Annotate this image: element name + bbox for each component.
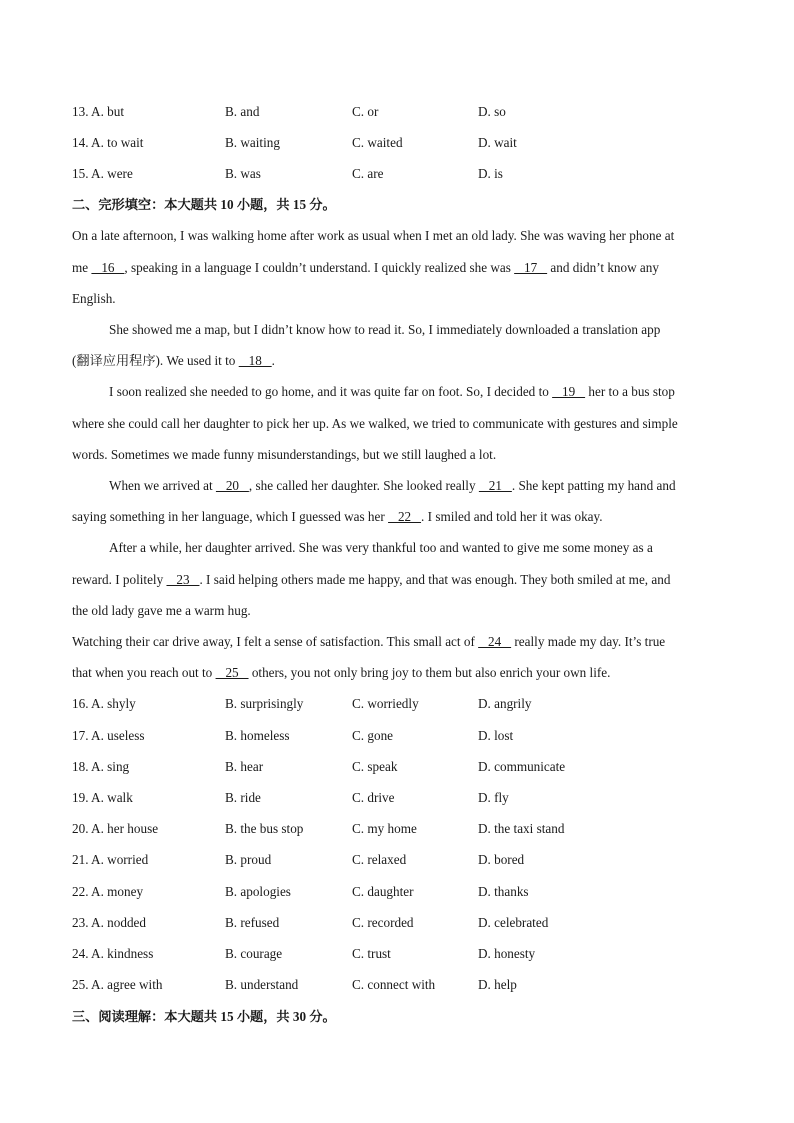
option-a: 16. A. shyly xyxy=(72,696,136,711)
option-a: 25. A. agree with xyxy=(72,977,163,992)
mc-row-17 xyxy=(72,726,752,746)
option-a: 21. A. worried xyxy=(72,852,149,867)
option-a: 14. A. to wait xyxy=(72,135,144,150)
option-c: C. worriedly xyxy=(352,696,419,711)
option-a: 13. A. but xyxy=(72,104,125,119)
mc-row-23 xyxy=(72,913,752,933)
passage-line: (翻译应用程序). We used it to 18 . xyxy=(72,353,275,368)
option-c: C. relaxed xyxy=(352,852,407,867)
option-d: D. lost xyxy=(478,728,514,743)
blank-21: 21 xyxy=(478,478,512,493)
blank-19: 19 xyxy=(552,384,586,399)
option-c: C. are xyxy=(352,166,384,181)
option-b: B. courage xyxy=(225,946,283,961)
passage-line: After a while, her daughter arrived. She was very thankful too and wanted to give me some money as a xyxy=(109,540,653,555)
mc-row-20 xyxy=(72,819,752,839)
passage-line: English. xyxy=(72,291,116,306)
section-3-heading: 三、阅读理解：本大题共 15 小题，共 30 分。 xyxy=(72,1009,336,1024)
option-c: C. daughter xyxy=(352,884,414,899)
blank-16: 16 xyxy=(91,260,125,275)
passage-line: words. Sometimes we made funny misunderstandings, but we still laughed a lot. xyxy=(72,447,497,462)
option-d: D. thanks xyxy=(478,884,529,899)
option-a: 19. A. walk xyxy=(72,790,133,805)
passage-line: where she could call her daughter to pick her up. As we walked, we tried to communicate with gestures and simple xyxy=(72,416,678,431)
mc-row-15 xyxy=(72,164,752,184)
mc-row-21 xyxy=(72,850,752,870)
option-c: C. my home xyxy=(352,821,417,836)
option-a: 23. A. nodded xyxy=(72,915,146,930)
option-d: D. celebrated xyxy=(478,915,549,930)
section-2-heading: 二、完形填空：本大题共 10 小题，共 15 分。 xyxy=(72,197,336,212)
option-a: 22. A. money xyxy=(72,884,144,899)
option-c: C. waited xyxy=(352,135,403,150)
option-d: D. bored xyxy=(478,852,525,867)
option-a: 20. A. her house xyxy=(72,821,159,836)
option-a: 15. A. were xyxy=(72,166,133,181)
option-c: C. drive xyxy=(352,790,395,805)
passage-line: reward. I politely 23 . I said helping others made me happy, and that was enough. They both smiled at me, and xyxy=(72,572,671,587)
blank-23: 23 xyxy=(166,572,200,587)
option-b: B. ride xyxy=(225,790,261,805)
mc-row-18 xyxy=(72,757,752,777)
option-b: B. waiting xyxy=(225,135,280,150)
option-b: B. hear xyxy=(225,759,264,774)
option-c: C. connect with xyxy=(352,977,436,992)
passage-line: saying something in her language, which I guessed was her 22 . I smiled and told her it was okay. xyxy=(72,509,603,524)
option-b: B. was xyxy=(225,166,261,181)
option-d: D. fly xyxy=(478,790,509,805)
option-d: D. angrily xyxy=(478,696,532,711)
option-b: B. understand xyxy=(225,977,299,992)
mc-row-22 xyxy=(72,882,752,902)
option-d: D. the taxi stand xyxy=(478,821,565,836)
option-c: C. speak xyxy=(352,759,398,774)
option-b: B. apologies xyxy=(225,884,291,899)
option-b: B. homeless xyxy=(225,728,290,743)
passage-line: On a late afternoon, I was walking home after work as usual when I met an old lady. She was waving her phone at xyxy=(72,228,675,243)
option-d: D. wait xyxy=(478,135,517,150)
option-b: B. the bus stop xyxy=(225,821,304,836)
blank-20: 20 xyxy=(215,478,249,493)
option-d: D. so xyxy=(478,104,506,119)
mc-row-16 xyxy=(72,694,752,714)
option-d: D. help xyxy=(478,977,517,992)
option-b: B. surprisingly xyxy=(225,696,304,711)
blank-18: 18 xyxy=(238,353,272,368)
passage-line: When we arrived at 20 , she called her daughter. She looked really 21 . She kept patting my hand and xyxy=(109,478,676,493)
option-a: 17. A. useless xyxy=(72,728,145,743)
option-c: C. trust xyxy=(352,946,391,961)
mc-row-24 xyxy=(72,944,752,964)
option-c: C. or xyxy=(352,104,379,119)
blank-22: 22 xyxy=(388,509,422,524)
blank-25: 25 xyxy=(215,665,249,680)
mc-row-13 xyxy=(72,102,752,122)
passage-line: me 16 , speaking in a language I couldn’t understand. I quickly realized she was 17 and didn’t know any xyxy=(72,260,659,275)
option-d: D. communicate xyxy=(478,759,566,774)
option-c: C. recorded xyxy=(352,915,414,930)
mc-row-19 xyxy=(72,788,752,808)
blank-17: 17 xyxy=(514,260,548,275)
passage-line: that when you reach out to 25 others, you not only bring joy to them but also enrich your own life. xyxy=(72,665,611,680)
option-b: B. proud xyxy=(225,852,272,867)
mc-row-14 xyxy=(72,133,752,153)
passage-line: Watching their car drive away, I felt a sense of satisfaction. This small act of 24 really made my day. It’s true xyxy=(72,634,666,649)
option-a: 18. A. sing xyxy=(72,759,130,774)
blank-24: 24 xyxy=(478,634,512,649)
passage-line: I soon realized she needed to go home, and it was quite far on foot. So, I decided to 19 her to a bus stop xyxy=(109,384,675,399)
mc-row-25 xyxy=(72,975,752,995)
passage-line: the old lady gave me a warm hug. xyxy=(72,603,251,618)
option-b: B. refused xyxy=(225,915,280,930)
option-a: 24. A. kindness xyxy=(72,946,154,961)
option-d: D. is xyxy=(478,166,503,181)
option-d: D. honesty xyxy=(478,946,536,961)
option-c: C. gone xyxy=(352,728,394,743)
option-b: B. and xyxy=(225,104,260,119)
passage-line: She showed me a map, but I didn’t know how to read it. So, I immediately downloaded a translation app xyxy=(109,322,661,337)
